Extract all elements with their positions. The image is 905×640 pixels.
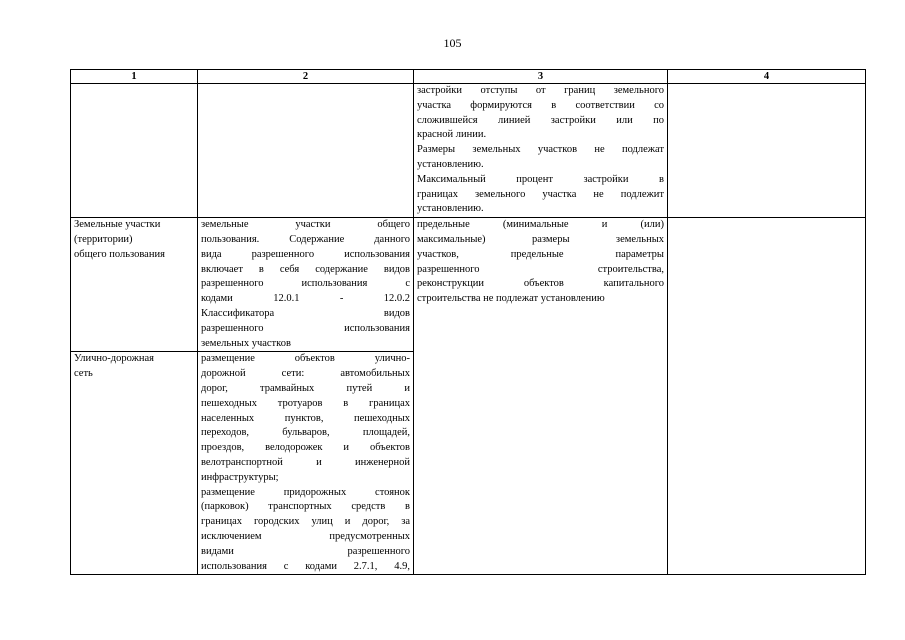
cell-text-line: участка формируются в соответствии со xyxy=(417,99,664,111)
cell-text-line: дорог, трамвайных путей и xyxy=(201,382,410,394)
cell-text-line: переходов, бульваров, площадей, xyxy=(201,427,410,439)
cell-text-line: разрешенного использования с xyxy=(201,278,410,290)
cell-text-line: участков, предельные параметры xyxy=(417,248,664,260)
cell-text-line: использования с кодами 2.7.1, 4.9, xyxy=(201,560,410,572)
row1-col3-cell xyxy=(414,84,668,218)
cell-text-line: установлению. xyxy=(417,203,484,215)
cell-text-line: сеть xyxy=(74,368,93,380)
cell-text-line: реконструкции объектов капитального xyxy=(417,278,664,290)
header-col-1: 1 xyxy=(71,70,198,84)
cell-text-line: предельные (минимальные и (или) xyxy=(417,219,664,231)
cell-text-line: кодами 12.0.1 - 12.0.2 xyxy=(201,293,410,305)
cell-text-line: пешеходных тротуаров в границах xyxy=(201,397,410,409)
table-row xyxy=(71,218,866,352)
cell-text-line: размещение придорожных стоянок xyxy=(201,486,410,498)
cell-text-line: населенных пунктов, пешеходных xyxy=(201,412,410,424)
cell-text-line: пользования. Содержание данного xyxy=(201,233,410,245)
cell-text-line: Земельные участки xyxy=(74,219,161,231)
cell-text-line: (территории) xyxy=(74,233,133,245)
header-row xyxy=(71,70,866,84)
cell-text-line: сложившейся линией застройки или по xyxy=(417,114,664,126)
row2-col2-cell xyxy=(198,218,414,352)
cell-text-line: исключением предусмотренных xyxy=(201,530,410,542)
cell-text-line: застройки отступы от границ земельного xyxy=(417,85,664,96)
row2-col3-cell xyxy=(414,218,668,575)
cell-text-line: (парковок) транспортных средств в xyxy=(201,501,410,513)
row2-col4-cell xyxy=(668,218,866,575)
cell-text-line: дорожной сети: автомобильных xyxy=(201,368,410,380)
cell-text-line: Улично-дорожная xyxy=(74,353,154,365)
cell-text-line: проездов, велодорожек и объектов xyxy=(201,442,410,454)
page-number: 105 xyxy=(443,36,462,50)
header-col-4: 4 xyxy=(668,70,866,84)
cell-text-line: Максимальный процент застройки в xyxy=(417,173,664,185)
cell-text-line: земельные участки общего xyxy=(201,219,410,231)
cell-text-line: велотранспортной и инженерной xyxy=(201,456,410,468)
cell-text-line: земельных участков xyxy=(201,337,291,349)
row2-col1-cell xyxy=(71,218,198,352)
table-row xyxy=(71,84,866,218)
cell-text-line: вида разрешенного использования xyxy=(201,248,410,260)
cell-text-line: размещение объектов улично- xyxy=(201,353,410,365)
header-col-3: 3 xyxy=(414,70,668,84)
zoning-table xyxy=(70,69,866,575)
cell-text-line: максимальные) размеры земельных xyxy=(417,233,664,245)
cell-text-line: границах городских улиц и дорог, за xyxy=(201,516,410,528)
cell-text-line: видами разрешенного xyxy=(201,545,410,557)
row3-col1-cell xyxy=(71,352,198,575)
row1-col1-cell xyxy=(71,84,198,218)
cell-text-line: разрешенного строительства, xyxy=(417,263,664,275)
cell-text-line: границах земельного участка не подлежит xyxy=(417,188,664,200)
row1-col4-cell xyxy=(668,84,866,218)
cell-text-line: общего пользования xyxy=(74,248,165,260)
cell-text-line: инфраструктуры; xyxy=(201,471,279,483)
cell-text-line: разрешенного использования xyxy=(201,322,410,334)
header-col-2: 2 xyxy=(198,70,414,84)
cell-text-line: установлению. xyxy=(417,158,484,170)
cell-text-line: строительства не подлежат установлению xyxy=(417,293,605,305)
row1-col2-cell xyxy=(198,84,414,218)
row3-col2-cell xyxy=(198,352,414,575)
cell-text-line: Классификатора видов xyxy=(201,307,410,319)
cell-text-line: красной линии. xyxy=(417,129,487,141)
cell-text-line: включает в себя содержание видов xyxy=(201,263,410,275)
cell-text-line: Размеры земельных участков не подлежат xyxy=(417,144,664,156)
